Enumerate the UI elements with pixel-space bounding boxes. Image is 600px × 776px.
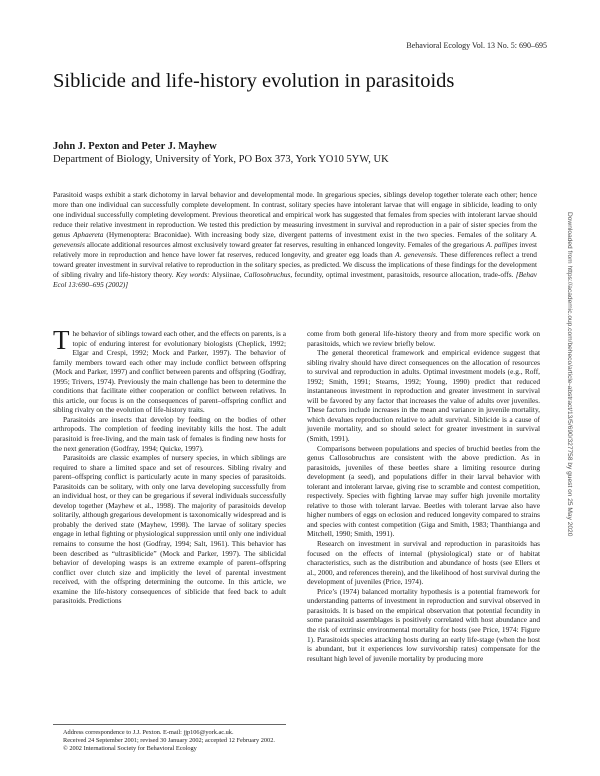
body-paragraph (53, 325, 286, 415)
author-affiliation: Department of Biology, University of York, PO Box 373, York YO10 5YW, UK (53, 154, 389, 165)
body-column-left (53, 325, 286, 709)
body-paragraph: Price’s (1974) balanced mortality hypothesis is a potential framework for understanding patterns of investment in reproduction and survival observed in parasitoids. It is based on the empirical observation that potential fecundity in some parasitoid assemblages is positively correlated with host abundance and the risk of extrinsic environmental mortality for hosts (see Price, 1974: Figure 1). Parasitoids species attacking hosts during an early life-stage (when the host is abundant, but it experiences low survivorship rates) compensate for the resultant high level of juvenile mortality by producing more (307, 586, 540, 663)
footnote-copyright: © 2002 International Society for Behavioral Ecology (63, 745, 197, 752)
abstract-text: allocate additional resources almost exclusively toward greater fat reserves, resulting in enhanced longevity. Females of the gregarious (84, 240, 486, 249)
citation-reference: [Behav Ecol 13:690–695 (2002)] (53, 270, 538, 289)
paragraph-text: he behavior of siblings toward each other, and the effects on parents, is a topic of enduring interest for evolutionary biologists (Cheplick, 1992; Elgar and Crespi, 1992; Mock and Parker, 1997). The behavior of family members toward each other may include conflict between offspring (Mock and Parker, 1997) and conflict between parents and offspring (Godfray, 1995; Trivers, 1974). Previously the main challenge has been to determine the conditions that facilitate either cooperation or conflict between relatives. In this article, our focus is on the consequences of parent–offspring conflict and sibling rivalry on the evolution of life-history traits. (53, 329, 286, 415)
abstract-text: invest relatively more in reproduction and hence have lower fat reserves, reduced longevity, and greater egg loads than (53, 240, 537, 259)
keywords-taxon: Callosobruchus (243, 270, 291, 279)
keywords-text: Alysiinae, (209, 270, 244, 279)
body-paragraph: The general theoretical framework and empirical evidence suggest that sibling rivalry should have direct consequences on the allocation of resources to survival and reproduction in adults. Optimal investment models (e.g., Roff, 1992; Smith, 1991; Stearns, 1992; Young, 1990) predict that reduced instantaneous investment in reproduction and greater investment in survival will be favored by any factor that increases the value of adults over juveniles. These factors include increases in the mean and variance in juvenile mortality, which devalues reproduction relative to adult survival. Siblicide is a cause of juvenile mortality, and so should select for greater investment in survival (Smith, 1991). (307, 348, 540, 444)
footnote-divider (53, 724, 286, 725)
footnote-address: Address correspondence to J.J. Pexton. E-mail: jjp106@york.ac.uk. (63, 729, 234, 736)
body-paragraph: Research on investment in survival and reproduction in parasitoids has focused on the effects of internal (physiological) state or of habitat characteristics, such as the distribution and abundance of hosts (see Ellers et al., 2000, and references therein), and the likelihood of host survival during the development of juveniles (Price, 1974). (307, 539, 540, 587)
article-authors: John J. Pexton and Peter J. Mayhew (53, 141, 217, 152)
keywords-text: , fecundity, optimal investment, parasitoids, resource allocation, trade-offs. (290, 270, 516, 279)
drop-cap: T (53, 325, 70, 355)
keywords-label: Key words: (175, 270, 210, 279)
body-paragraph: Parasitoids are insects that develop by feeding on the bodies of other arthropods. The completion of feeding inevitably kills the host. The adult parasitoid is free-living, and the main task of females is finding new hosts for the next generation (Godfray, 1994; Quicke, 1997). (53, 414, 286, 453)
abstract-taxon: A. genevensis (53, 230, 537, 249)
abstract-text: (Hymenoptera: Braconidae). With increasing body size, divergent patterns of investment exist in the two species. Females of the solitary (103, 230, 531, 239)
body-column-right (307, 329, 540, 765)
abstract-taxon: A. genevensis (395, 250, 436, 259)
abstract-taxon: A. pallipes (485, 240, 518, 249)
footnote-dates: Received 24 September 2001; revised 30 January 2002; accepted 12 February 2002. (63, 737, 275, 744)
body-paragraph: Comparisons between populations and species of bruchid beetles from the genus Callosobruchus are consistent with the above prediction. As in parasitoids, juveniles of these beetles share a limiting resource during development (a seed), and populations differ in their larval behavior with tolerant and intolerant larvae, giving rise to scramble and contest competition, respectively. Species with fighting larvae may suffer high juvenile mortality relative to those with tolerant larvae. Beetles with tolerant larvae also have higher numbers of eggs on eclosion and reduced longevity compared to strains and species with contest competition (Giga and Smith, 1983; Thanthianga and Mitchell, 1990; Smith, 1991). (307, 443, 540, 539)
body-paragraph: come from both general life-history theory and from more specific work on parasitoids, which we review briefly below. (307, 329, 540, 348)
download-notice: Downloaded from https://academic.oup.com/beheco/article-abstract/13/5/690/327758 by guest on 25 May 2020 (566, 212, 573, 537)
download-watermark (563, 212, 575, 592)
article-title: Siblicide and life-history evolution in parasitoids (53, 70, 455, 92)
body-paragraph: Parasitoids are classic examples of nursery species, in which siblings are required to share a limited space and set of resources. Sibling rivalry and parent–offspring conflict is particularly acute in many species of parasitoids. Parasitoids can be solitary, with only one larva developing successfully from an individual host, or they can be gregarious if several individuals successfully develop together (Mayhew et al., 1998). The majority of parasitoids develop solitarily, although gregarious development is taxonomically widespread and is probably the derived state (Mayhew, 1998). The larvae of solitary species engage in lethal fighting or physiological suppression until only one individual remains to consume the host (Godfray, 1994; Salt, 1961). This behavior has been described as “ultrasiblicide” (Mock and Parker, 1997). The siblicidal behavior of developing wasps is an extreme example of parent–offspring conflict over clutch size and implicitly the level of parental investment received, with the offspring determining the outcome. In this article, we examine the life-history consequences of siblicide that feed back to adult parasitoids. Predictions (53, 453, 286, 606)
journal-header: Behavioral Ecology Vol. 13 No. 5: 690–695 (406, 41, 547, 50)
abstract-text: . These differences reflect a trend toward greater investment in survival relative to reproduction in the solitary species, as predicted. We discuss the implications of these findings for the development of sibling rivalry and life-history theory. (53, 250, 537, 279)
abstract-taxon: Aphaereta (73, 230, 104, 239)
footnote (53, 729, 286, 753)
abstract (53, 190, 537, 290)
abstract-text: Parasitoid wasps exhibit a stark dichotomy in larval behavior and developmental mode. In gregarious species, siblings develop together tolerate each other; hence more than one individual can successfully complete development. In contrast, solitary species have intolerant larvae that will engage in siblicide, leading to only one individual successfully completing development. Previous theoretical and empirical work has suggested that females from species with intolerant larvae should reduce their relative investment in reproduction. We tested this prediction by measuring investment in survival and reproduction in a pair of sister species from the genus (53, 190, 537, 239)
